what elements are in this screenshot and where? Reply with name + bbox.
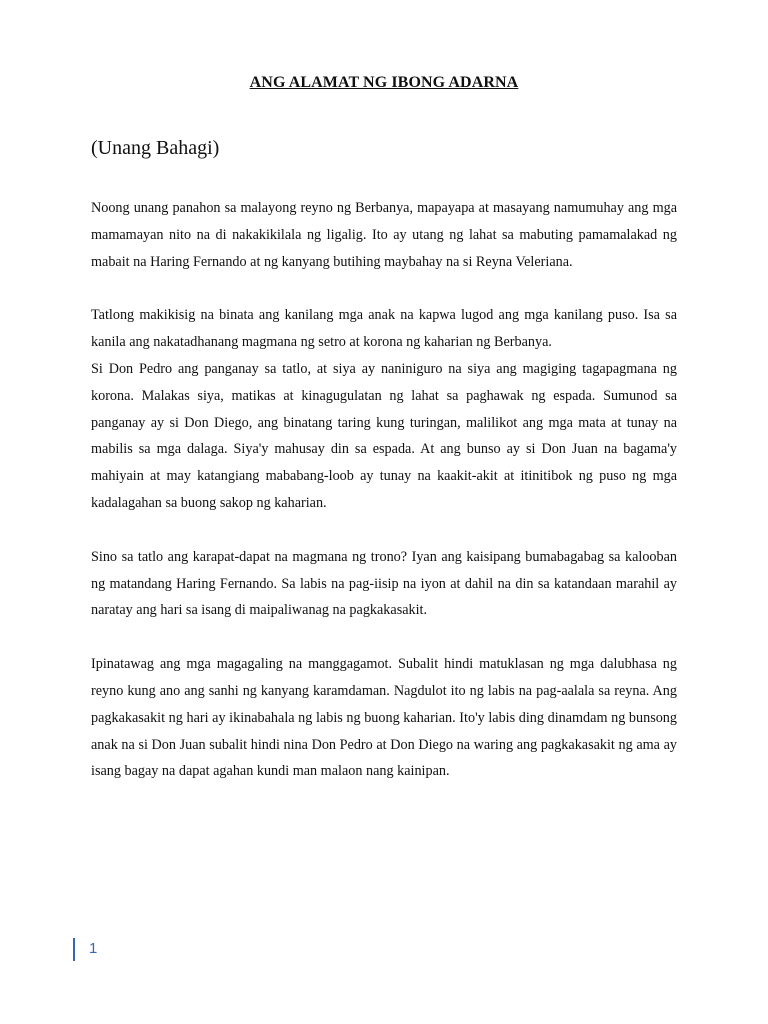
document-subtitle: (Unang Bahagi) (91, 137, 220, 159)
paragraph-4: Sino sa tatlo ang karapat-dapat na magmana ng trono? Iyan ang kaisipang bumabagabag sa kalooban ng matandang Haring Fernando. Sa labis na pag-iisip na iyon at dahil na din sa katandaan marahil ay naratay ang hari sa isang di maipaliwanag na pagkakasakit. (91, 548, 677, 619)
document-body (91, 195, 677, 785)
page-number-divider (73, 938, 75, 961)
paragraph-2: Tatlong makikisig na binata ang kanilang mga anak na kapwa lugod ang mga kanilang puso. Isa sa kanila ang nakatadhanang magmana ng setro at korona ng kaharian ng Berbanya. (91, 307, 677, 351)
paragraph-3: Si Don Pedro ang panganay sa tatlo, at siya ay naniniguro na siya ang magiging tagapagmana ng korona. Malakas siya, matikas at kinagugulatan ng lahat sa paghawak ng espada. Sumunod sa panganay ay si Don Diego, ang binatang taring kung turingan, malilikot ang mga mata at tunay na mabilis sa mga dalaga. Siya'y mahusay din sa espada. At ang bunso ay si Don Juan na bagama'y mahiyain at may katangiang mababang-loob ay tunay na kaakit-akit at itinitibok ng puso ng mga kadalagahan sa buong sakop ng kaharian. (91, 360, 677, 511)
paragraph-1: Noong unang panahon sa malayong reyno ng Berbanya, mapayapa at masayang namumuhay ang mga mamamayan nito na di nakakikilala ng ligalig. Ito ay utang ng lahat sa mabuting pamamalakad ng mabait na Haring Fernando at ng kanyang butihing maybahay na si Reyna Veleriana. (91, 200, 677, 270)
paragraph-5: Ipinatawag ang mga magagaling na manggagamot. Subalit hindi matuklasan ng mga dalubhasa ng reyno kung ano ang sanhi ng kanyang karamdaman. Nagdulot ito ng labis na pag-aalala sa reyna. Ang pagkakasakit ng hari ay ikinabahala ng labis ng buong kaharian. Ito'y labis ding dinamdam ng bunsong anak na si Don Juan subalit hindi nina Don Pedro at Don Diego na waring ang pagkakasakit ng ama ay isang bagay na dapat agahan kundi man malaon nang kainipan. (91, 656, 677, 780)
document-title: ANG ALAMAT NG IBONG ADARNA (249, 74, 519, 91)
page-number: 1 (89, 940, 98, 957)
